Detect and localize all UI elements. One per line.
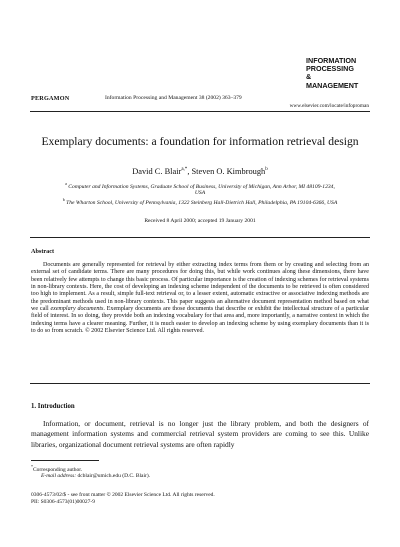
copyright-line: 0306-4573/02/$ - see front matter © 2002 Elsevier Science Ltd. All rights reserved. [31,492,215,498]
journal-citation: Information Processing and Management 38 (2002) 363–379 [105,95,242,101]
author-affiliation-mark: a,* [181,167,188,173]
author-separator: , [187,167,192,176]
header-rule [30,111,370,112]
affiliation-mark: a [65,181,67,186]
affiliation-b [60,197,340,206]
journal-logo-line: & [306,72,312,82]
received-dates: Received 8 April 2000; accepted 19 January 2001 [144,218,256,224]
author-name: David C. Blair [132,167,182,176]
journal-url[interactable]: www.elsevier.com/locate/infoproman [289,103,369,109]
pii-line: PII: S0306-4573(01)00027-9 [31,498,96,505]
abstract-text-part: . Exemplary documents are those documents that describe or exhibit the intellectual structure of a particular field of interest. In so doing, they provide both an indexing vocabulary for that area and, more importantly, a narrative context in which the indexing terms have a clearer meaning. Further, it is much easier to develop an indexing scheme by using exemplary documents than it is to do so from scratch. © 2002 Elsevier Science Ltd. All rights reserved. [31,306,369,335]
author-affiliation-mark: b [265,167,268,173]
affiliation-a [60,181,340,197]
authors [40,167,360,176]
email-label: E-mail address: [41,473,77,480]
abstract-heading: Abstract [31,248,55,255]
introduction-text: Information, or document, retrieval is no longer just the library problem, and both the designers of management information systems and commercial retrieval system providers are coming to see this. Unlike libraries, organizational document retrieval systems are often rapidly [31,419,369,449]
abstract-top-rule [30,237,370,238]
article-title: Exemplary documents: a foundation for information retrieval design [41,135,359,148]
abstract-emphasis: exemplary documents [50,306,104,313]
abstract-bottom-rule [30,383,370,384]
journal-logo-line: INFORMATION [306,56,357,65]
author-name: Steven O. Kimbrough [191,167,266,176]
footnote-rule [31,460,99,461]
journal-logo-line: PROCESSING [306,64,354,74]
abstract-text-part: Documents are generally represented for retrieval by either extracting index terms from them or by creating and selecting from an external set of candidate terms. There are many procedures for doing this, but while work continues along these dimensions, there have been relatively few attempts to change this basic process. Of particular importance is the creation of indexing schemes for retrieval systems in non-library contexts. Here, the cost of developing an indexing scheme independent of the documents to be retrieved is often considered too high to implement. As a result, simple full-text retrieval or, to a lesser extent, automatic extractive or associative indexing methods are the predominant methods used in non-library contexts. This paper suggests an alternative document representation method based on what we call [31,262,369,313]
affiliation-mark: b [62,197,65,202]
front-matter-note [31,492,215,505]
footnote-mark: * [31,464,33,469]
footnote-text: Corresponding author. [33,466,83,473]
affiliation-text: The Wharton School, University of Pennsylvania, 1322 Steinberg Hall-Dietrich Hall, Philadelphia, PA 19104-6366, USA [66,199,338,206]
affiliation-text: Computer and Information Systems, Graduate School of Business, University of Michigan, Ann Arbor, MI 48109-1234, USA [68,183,335,197]
section-heading-introduction: 1. Introduction [31,403,75,410]
publisher-name: PERGAMON [31,95,70,102]
abstract-text [31,262,369,335]
journal-logo [306,57,368,90]
journal-logo-line: MANAGEMENT [306,80,359,90]
footnote-corresponding [31,464,150,480]
footnote-email [31,473,150,480]
email-address[interactable]: dcblair@umich.edu (D.C. Blair). [77,473,151,480]
